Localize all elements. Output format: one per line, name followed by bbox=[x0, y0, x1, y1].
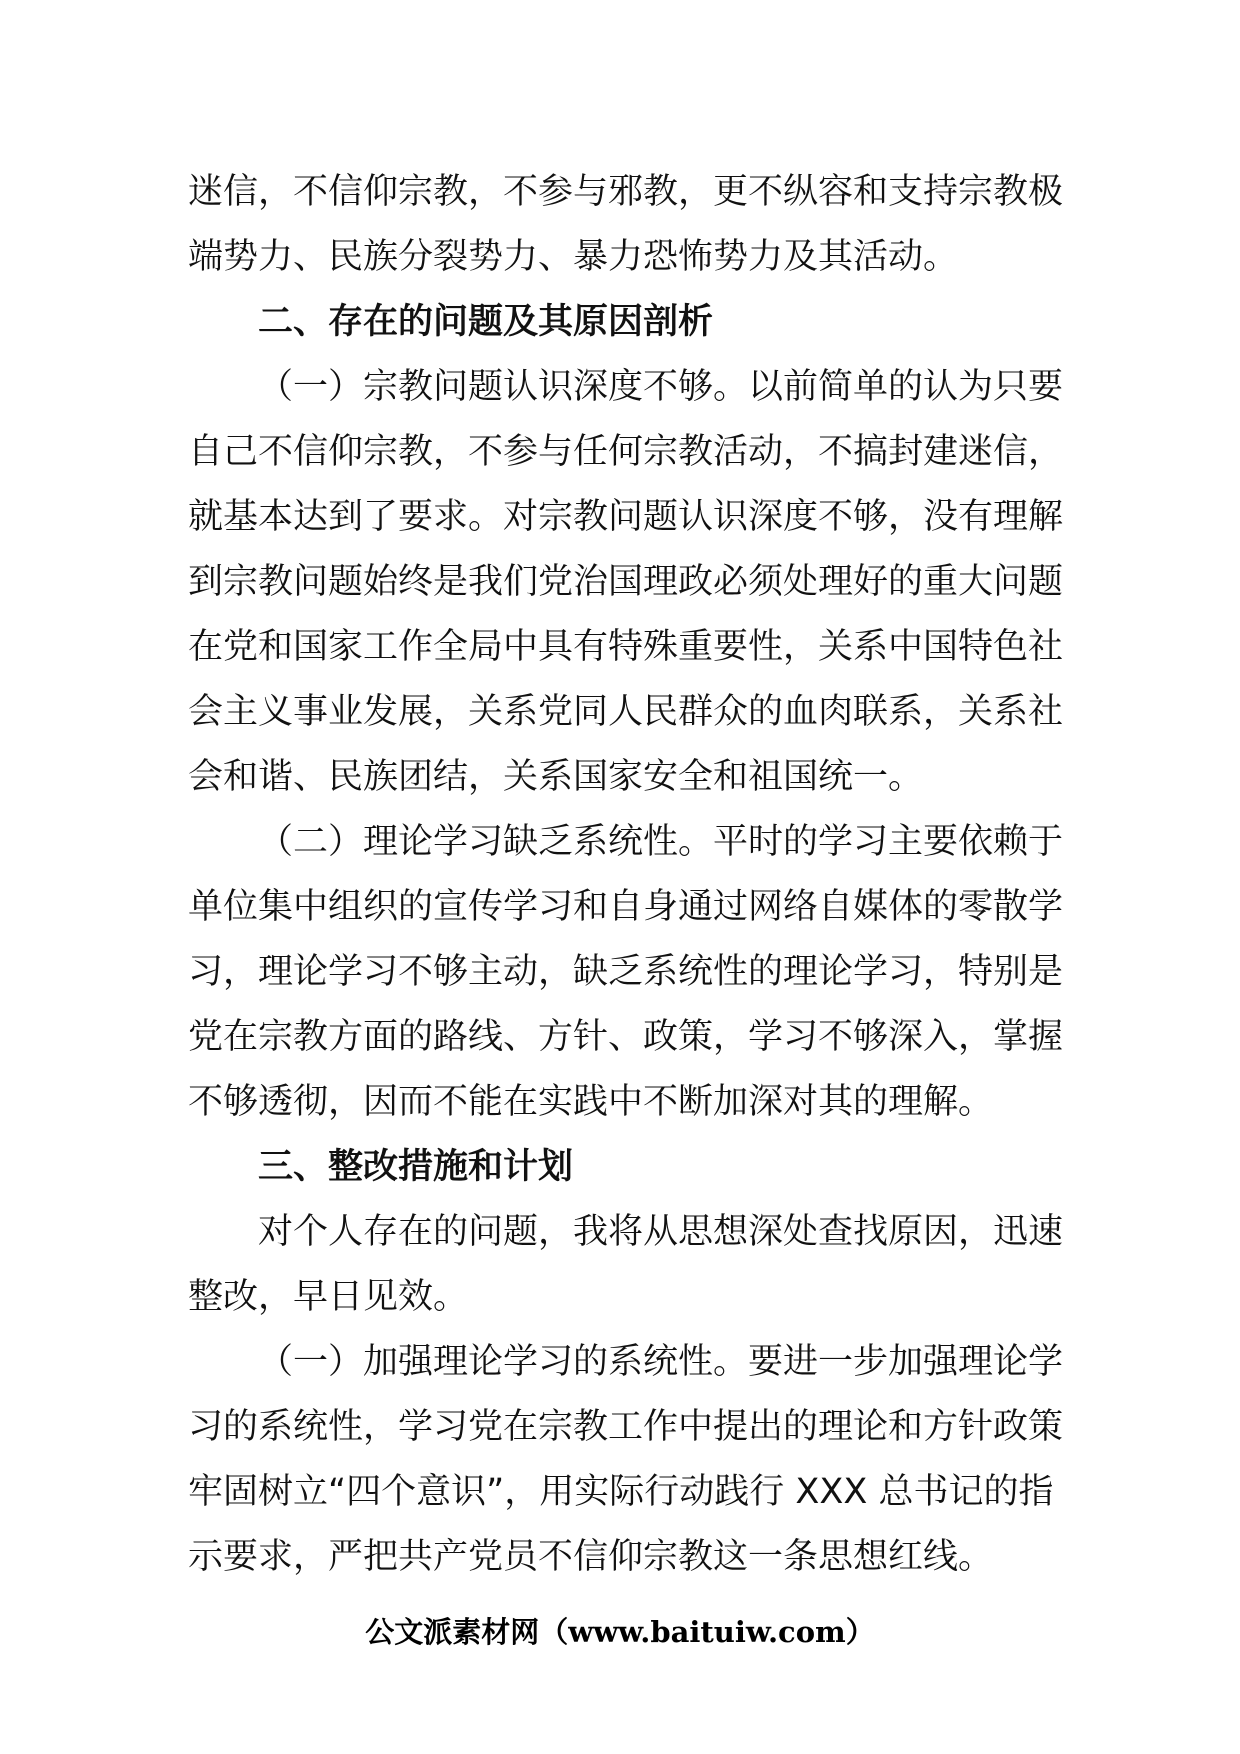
body-line: 习的系统性，学习党在宗教工作中提出的理论和方针政策 bbox=[188, 1407, 1064, 1447]
body-line: 整改，早日见效。 bbox=[188, 1277, 469, 1317]
footer-watermark: 公文派素材网（www.baituiw.com） bbox=[365, 1615, 875, 1649]
body-line: 迷信，不信仰宗教，不参与邪教，更不纵容和支持宗教极 bbox=[188, 172, 1064, 212]
body-line: 在党和国家工作全局中具有特殊重要性，关系中国特色社 bbox=[188, 627, 1064, 667]
body-line: 端势力、民族分裂势力、暴力恐怖势力及其活动。 bbox=[188, 237, 959, 277]
body-line: （一）宗教问题认识深度不够。以前简单的认为只要 bbox=[258, 367, 1064, 407]
document-body bbox=[188, 160, 1064, 1590]
body-line: 会主义事业发展，关系党同人民群众的血肉联系，关系社 bbox=[188, 692, 1064, 732]
body-line: 示要求，严把共产党员不信仰宗教这一条思想红线。 bbox=[188, 1537, 994, 1577]
body-line: 自己不信仰宗教，不参与任何宗教活动，不搞封建迷信， bbox=[188, 432, 1064, 472]
body-line: 党在宗教方面的路线、方针、政策，学习不够深入，掌握 bbox=[188, 1017, 1064, 1057]
body-line: 对个人存在的问题，我将从思想深处查找原因，迅速 bbox=[258, 1212, 1064, 1252]
body-line: 就基本达到了要求。对宗教问题认识深度不够，没有理解 bbox=[188, 497, 1064, 537]
section-heading-2: 二、存在的问题及其原因剖析 bbox=[258, 302, 714, 342]
body-line: 牢固树立“四个意识”，用实际行动践行 XXX 总书记的指 bbox=[188, 1472, 1054, 1512]
body-line: 会和谐、民族团结，关系国家安全和祖国统一。 bbox=[188, 757, 924, 797]
body-line: （二）理论学习缺乏系统性。平时的学习主要依赖于 bbox=[258, 822, 1064, 862]
body-line: 单位集中组织的宣传学习和自身通过网络自媒体的零散学 bbox=[188, 887, 1064, 927]
body-line: 习，理论学习不够主动，缺乏系统性的理论学习，特别是 bbox=[188, 952, 1064, 992]
body-line: （一）加强理论学习的系统性。要进一步加强理论学 bbox=[258, 1342, 1064, 1382]
section-heading-3: 三、整改措施和计划 bbox=[258, 1147, 574, 1187]
body-line: 不够透彻，因而不能在实践中不断加深对其的理解。 bbox=[188, 1082, 994, 1122]
body-line: 到宗教问题始终是我们党治国理政必须处理好的重大问题 bbox=[188, 562, 1064, 602]
